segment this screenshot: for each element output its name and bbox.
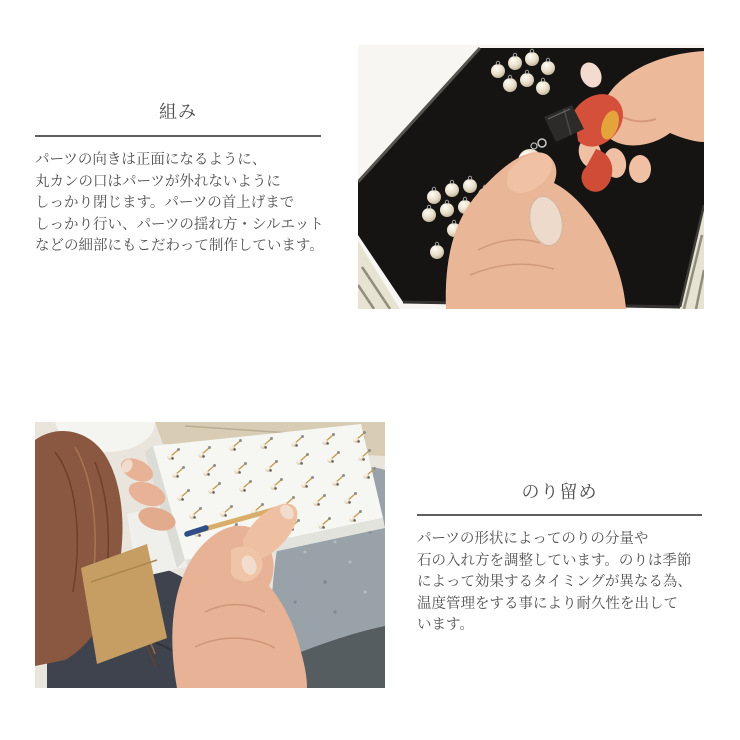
body-line: パーツの向きは正面になるように、	[35, 152, 267, 168]
body-line: などの細部にもこだわって制作しています。	[35, 238, 324, 254]
body-line: 丸カンの口はパーツが外れないように	[35, 173, 281, 190]
body-line: 石の入れ方を調整しています。のりは季節	[417, 552, 692, 569]
section-title-noridome: のり留め	[521, 482, 598, 502]
body-line: によって効果するタイミングが異なる為、	[417, 574, 692, 590]
assembly-photo	[358, 45, 704, 309]
body-line: しっかり閉じます。パーツの首上げまで	[35, 195, 295, 211]
gluing-photo	[35, 422, 385, 688]
body-line: パーツの形状によってのりの分量や	[417, 531, 649, 547]
body-line: 温度管理をする事により耐久性を出して	[417, 595, 678, 612]
section-body-kumi	[35, 150, 355, 258]
section-title-kumi: 組み	[159, 102, 197, 122]
title-divider-kumi	[35, 135, 321, 137]
body-line: います。	[417, 617, 474, 633]
title-divider-noridome	[417, 514, 702, 516]
section-body-noridome	[417, 529, 737, 637]
body-line: しっかり行い、パーツの揺れ方・シルエット	[35, 216, 324, 233]
